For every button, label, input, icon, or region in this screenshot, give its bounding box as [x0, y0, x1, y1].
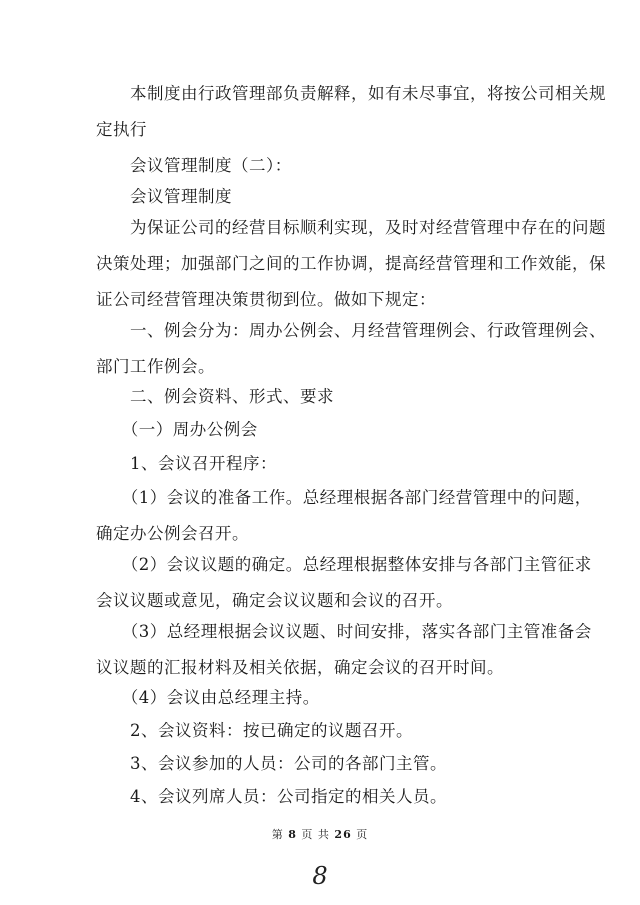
paragraph-observers — [96, 779, 548, 815]
text-line: 议议题的汇报材料及相关依据，确定会议的召开时间。 — [96, 658, 504, 677]
text-line: （一）周办公例会 — [96, 420, 258, 439]
paragraph-step-4 — [96, 680, 548, 716]
list-item-heading — [96, 446, 548, 482]
text-line: 会议管理制度 — [96, 187, 232, 206]
text-line: 为保证公司的经营目标顺利实现，及时对经营管理中存在的问题 — [96, 218, 606, 237]
text-line: （2）会议议题的确定。总经理根据整体安排与各部门主管征求 — [96, 555, 592, 574]
paragraph-purpose — [96, 210, 606, 318]
text-line: 二、例会资料、形式、要求 — [96, 387, 334, 406]
paragraph-step-2 — [96, 547, 592, 619]
text-line: 会议管理制度（二）： — [96, 156, 292, 175]
section-heading — [96, 379, 548, 415]
text-line: （3）总经理根据会议议题、时间安排，落实各部门主管准备会 — [96, 622, 592, 641]
text-line: 一、例会分为：周办公例会、月经营管理例会、行政管理例会、 — [96, 321, 606, 340]
current-page-number: 8 — [288, 828, 297, 841]
text-line: 会议议题或意见，确定会议议题和会议的召开。 — [96, 591, 453, 610]
text-line: 1、会议召开程序： — [96, 454, 277, 473]
text-line: 部门工作例会。 — [96, 357, 215, 376]
text-line: 4、会议列席人员：公司指定的相关人员。 — [96, 787, 447, 806]
paragraph-materials — [96, 713, 548, 749]
text-line: 本制度由行政管理部负责解释，如有未尽事宜，将按公司相关规 — [96, 84, 606, 103]
text-line: （1）会议的准备工作。总经理根据各部门经营管理中的问题， — [96, 488, 592, 507]
total-pages-number: 26 — [334, 828, 352, 841]
text-line: 定执行 — [96, 120, 147, 139]
paragraph-meeting-types — [96, 313, 606, 385]
paragraph-step-1 — [96, 480, 592, 552]
text-line: 2、会议资料：按已确定的议题召开。 — [96, 721, 413, 740]
paragraph-attendees — [96, 746, 548, 782]
handwritten-page-number: 8 — [312, 862, 328, 890]
paragraph-step-3 — [96, 614, 592, 686]
paragraph-interpretation — [96, 76, 606, 148]
text-line: 证公司经营管理决策贯彻到位。做如下规定： — [96, 290, 436, 309]
subsection-heading — [96, 412, 548, 448]
text-line: 3、会议参加的人员：公司的各部门主管。 — [96, 754, 447, 773]
text-line: 决策处理；加强部门之间的工作协调，提高经营管理和工作效能，保 — [96, 254, 606, 273]
page-footer: 第 8 页 共 26 页 — [271, 828, 369, 841]
text-line: 确定办公例会召开。 — [96, 524, 249, 543]
text-line: （4）会议由总经理主持。 — [96, 688, 320, 707]
